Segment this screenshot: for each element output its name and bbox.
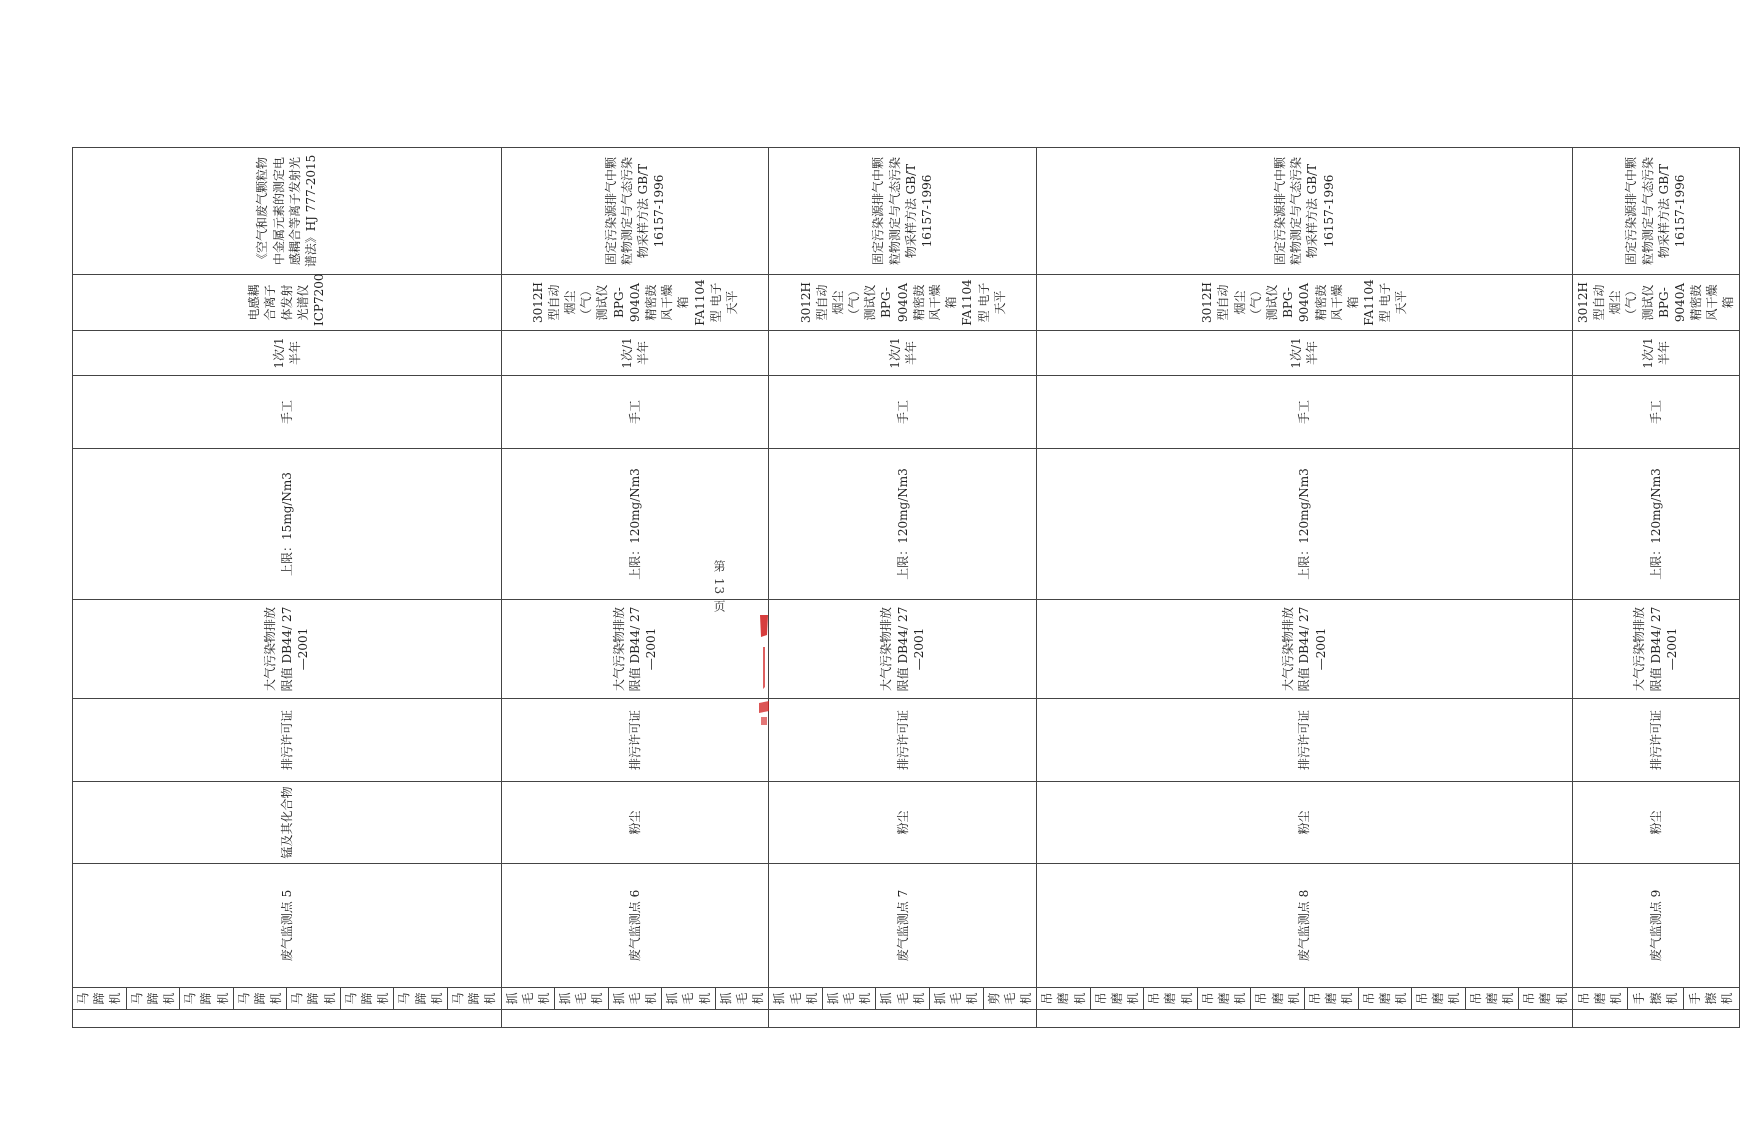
instrument-line: ICP7200 [312,273,327,326]
margin-cell [501,1010,769,1028]
equipment-cell: 马蹄机 [287,988,341,1010]
permit-cell: 排污许可证 [1572,699,1739,782]
frequency-cell: 1次/1半年 [73,331,502,376]
margin-cell [73,1010,502,1028]
equipment-cell: 马蹄机 [340,988,394,1010]
instrument-cell [1037,275,1573,331]
limit-cell: 上限：120mg/Nm3 [1572,449,1739,600]
method-cell: 《空气和废气颗粒物中金属元素的测定电感耦合等离子发射光谱法》HJ 777-2015 [73,148,502,275]
equipment-cell: 吊磨机 [1197,988,1251,1010]
instrument-line: 3012H 型自动烟尘（气）测试仪 [1575,282,1655,324]
equipment-cell: 吊磨机 [1144,988,1198,1010]
instrument-line: 3012H 型自动烟尘（气）测试仪 [530,282,610,324]
mode-cell: 手工 [1037,376,1573,449]
equipment-cell: 吊磨机 [1304,988,1358,1010]
instrument-cell [73,275,502,331]
monitoring-point-cell: 废气监测点 8 [1037,864,1573,988]
equipment-cell: 吊磨机 [1037,988,1091,1010]
instrument-line: BPG-9040A 精密鼓风干燥箱 [611,282,691,323]
mode-cell: 手工 [501,376,769,449]
equipment-cell: 马蹄机 [180,988,234,1010]
frequency-cell: 1次/1半年 [769,331,1037,376]
instrument-cell [769,275,1037,331]
equipment-cell: 吊磨机 [1572,988,1628,1010]
instrument-cell [501,275,769,331]
equipment-cell: 抓毛机 [501,988,555,1010]
instrument-line: 3012H 型自动烟尘（气）测试仪 [798,282,878,324]
mode-cell: 手工 [769,376,1037,449]
limit-cell: 上限：120mg/Nm3 [1037,449,1573,600]
equipment-cell: 抓毛机 [608,988,662,1010]
table-row [1037,36,1091,1028]
equipment-cell: 吊磨机 [1519,988,1573,1010]
equipment-cell: 马蹄机 [394,988,448,1010]
pollutant-cell: 粉尘 [1037,782,1573,864]
permit-cell: 排污许可证 [769,699,1037,782]
permit-cell: 排污许可证 [501,699,769,782]
method-cell: 固定污染源排气中颗粒物测定与气态污染物采样方法 GB/T 16157-1996 [501,148,769,275]
equipment-cell: 手擦机 [1628,988,1684,1010]
pollutant-cell: 粉尘 [501,782,769,864]
limit-cell: 上限：120mg/Nm3 [769,449,1037,600]
margin-cell [1572,1010,1739,1028]
equipment-cell: 吊磨机 [1412,988,1466,1010]
limit-cell: 上限：15mg/Nm3 [73,449,502,600]
monitoring-point-cell: 废气监测点 9 [1572,864,1739,988]
pollutant-cell: 锰及其化合物 [73,782,502,864]
pollutant-cell: 粉尘 [1572,782,1739,864]
mode-cell: 手工 [73,376,502,449]
table-row [73,36,127,1028]
equipment-cell: 抓毛机 [662,988,716,1010]
instrument-line: BPG-9040A 精密鼓风干燥箱 [1656,282,1736,323]
monitoring-point-cell: 废气监测点 5 [73,864,502,988]
standard-cell: 大气污染物排放限值 DB44/ 27—2001 [769,600,1037,699]
instrument-line: FA1104 型 电子天平 [1362,279,1409,326]
equipment-cell: 抓毛机 [555,988,609,1010]
equipment-cell: 马蹄机 [126,988,180,1010]
equipment-cell: 马蹄机 [233,988,287,1010]
table-row [1572,36,1628,1028]
method-cell: 固定污染源排气中颗粒物测定与气态污染物采样方法 GB/T 16157-1996 [1037,148,1573,275]
frequency-cell: 1次/1半年 [501,331,769,376]
equipment-cell: 抓毛机 [930,988,984,1010]
permit-cell: 排污许可证 [1037,699,1573,782]
equipment-cell: 吊磨机 [1465,988,1519,1010]
equipment-cell: 吊磨机 [1090,988,1144,1010]
instrument-line: FA1104 型 电子天平 [692,279,739,326]
standard-cell: 大气污染物排放限值 DB44/ 27—2001 [1572,600,1739,699]
frequency-cell: 1次/1半年 [1037,331,1573,376]
monitoring-point-cell: 废气监测点 7 [769,864,1037,988]
equipment-cell: 抓毛机 [876,988,930,1010]
equipment-cell: 剪毛机 [983,988,1037,1010]
method-cell: 固定污染源排气中颗粒物测定与气态污染物采样方法 GB/T 16157-1996 [769,148,1037,275]
equipment-cell: 抓毛机 [715,988,769,1010]
pollutant-cell: 粉尘 [769,782,1037,864]
equipment-cell: 吊磨机 [1358,988,1412,1010]
instrument-line: BPG-9040A 精密鼓风干燥箱 [1281,282,1360,323]
equipment-cell: 马蹄机 [447,988,501,1010]
instrument-line: BPG-9040A 精密鼓风干燥箱 [879,282,959,323]
instrument-cell [1572,275,1739,331]
monitoring-point-cell: 废气监测点 6 [501,864,769,988]
frequency-cell: 1次/1半年 [1572,331,1739,376]
table-row [501,36,555,1028]
equipment-cell: 抓毛机 [822,988,876,1010]
equipment-cell: 马蹄机 [73,988,127,1010]
red-stamp-mark [756,607,772,727]
margin-cell [769,1010,1037,1028]
margin-cell [1037,1010,1573,1028]
equipment-cell: 手擦机 [1684,988,1740,1010]
mode-cell: 手工 [1572,376,1739,449]
instrument-line: 电感耦合离子体发射光谱仪 [247,284,310,321]
monitoring-plan-table [72,35,1740,1028]
equipment-cell: 吊磨机 [1251,988,1305,1010]
instrument-line: FA1104 型 电子天平 [960,279,1007,326]
method-cell: 固定污染源排气中颗粒物测定与气态污染物采样方法 GB/T 16157-1996 [1572,148,1739,275]
instrument-line: 3012H 型自动烟尘（气）测试仪 [1200,282,1279,324]
page-number: 第 13 页 [712,560,726,613]
table-row [769,36,823,1028]
standard-cell: 大气污染物排放限值 DB44/ 27—2001 [1037,600,1573,699]
standard-cell: 大气污染物排放限值 DB44/ 27—2001 [501,600,769,699]
limit-cell: 上限：120mg/Nm3 [501,449,769,600]
permit-cell: 排污许可证 [73,699,502,782]
standard-cell: 大气污染物排放限值 DB44/ 27—2001 [73,600,502,699]
equipment-cell: 抓毛机 [769,988,823,1010]
